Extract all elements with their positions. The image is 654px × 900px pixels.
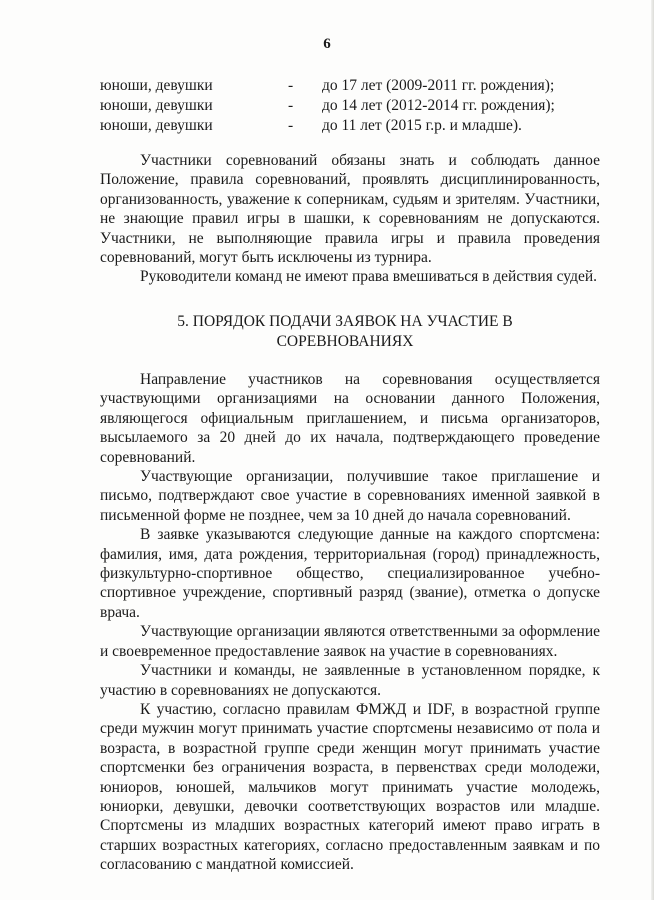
age-group-dash: - bbox=[288, 97, 294, 114]
paragraph: Направление участников на соревнования осуществляется участвующими организациями на основании данного Положения, являющегося официальным приглашением, и письма организаторов, высылаемого за 20 дней до их начала, подтверждающего проведение соревнований. bbox=[100, 371, 600, 466]
paragraph: Участники и команды, не заявленные в установленном порядке, к участию в соревнованиях не допускаются. bbox=[100, 662, 600, 699]
age-group-label: юноши, девушки bbox=[100, 97, 213, 114]
paragraph: Участники соревнований обязаны знать и соблюдать данное Положение, правила соревнований, проявлять дисциплинированность, организованность, уважение к соперникам, судьям и зрителям. Участники, не знающие правил игры в шашки, к соревнованиям не допускаются. Участники, не выполняющие правила игры и правила проведения соревнований, могут быть исключены из турнира. bbox=[100, 152, 600, 267]
paragraph: К участию, согласно правилам ФМЖД и IDF, в возрастной группе среди мужчин могут принимать участие спортсмены независимо от пола и возраста, в возрастной группе среди женщин могут принимать участие спортсменки без ограничения возраста, в первенствах среди молодежи, юниоров, юношей, мальчиков могут принимать участие молодежь, юниорки, девушки, девочки соответствующих возрастов или младше. Спортсмены из младших возрастных категорий имеют право играть в старших возрастных категориях, согласно предоставленным заявкам и по согласованию с мандатной комиссией. bbox=[100, 700, 600, 874]
age-group-range: до 14 лет (2012-2014 гг. рождения); bbox=[322, 97, 555, 114]
age-group-range: до 17 лет (2009-2011 гг. рождения); bbox=[322, 77, 555, 94]
age-group-label: юноши, девушки bbox=[100, 77, 213, 94]
paragraph: В заявке указываются следующие данные на каждого спортсмена: фамилия, имя, дата рождения, территориальная (город) принадлежность, физкультурно-спортивное общество, специализированное учебно-спортивное учреждение, спортивный разряд (звание), отметка о допуске врача. bbox=[100, 526, 600, 621]
age-group-label: юноши, девушки bbox=[100, 117, 213, 134]
conduct-rules bbox=[100, 151, 600, 287]
paragraph: Участвующие организации, получившие такое приглашение и письмо, подтверждают свое участие в соревнованиях именной заявкой в письменной форме не позднее, чем за 10 дней до начала соревнований. bbox=[100, 468, 600, 524]
age-group-range: до 11 лет (2015 г.р. и младше). bbox=[322, 117, 522, 134]
paragraph: Руководители команд не имеют права вмешиваться в действия судей. bbox=[140, 268, 598, 286]
age-group-dash: - bbox=[288, 77, 294, 94]
section-body bbox=[100, 370, 600, 875]
paragraph: Участвующие организации являются ответственными за оформление и своевременное предоставление заявок на участие в соревнованиях. bbox=[100, 623, 600, 660]
page-number: 6 bbox=[323, 36, 331, 52]
age-group-dash: - bbox=[288, 117, 294, 134]
section-heading: 5. ПОРЯДОК ПОДАЧИ ЗАЯВОК НА УЧАСТИЕ В СОРЕВНОВАНИЯХ bbox=[177, 313, 513, 350]
